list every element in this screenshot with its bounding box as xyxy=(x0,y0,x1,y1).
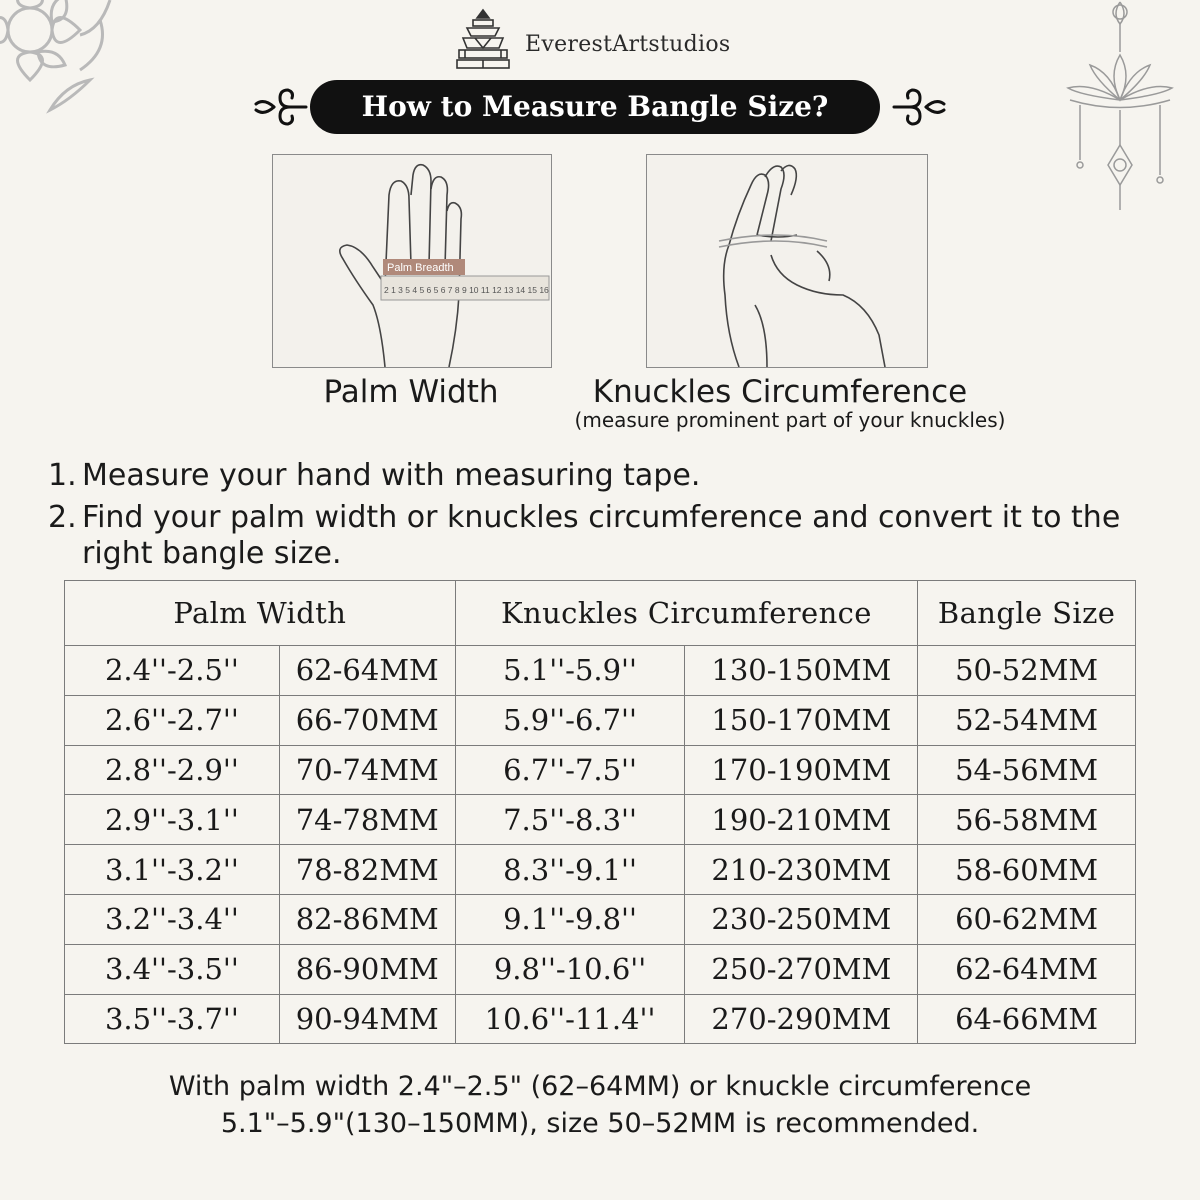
palm-width-inches-cell: 3.2''-3.4'' xyxy=(65,894,280,944)
hanging-lotus-decoration-icon xyxy=(1060,0,1200,220)
recommendation-note xyxy=(100,1068,1100,1142)
palm-width-mm-cell: 86-90MM xyxy=(279,944,455,994)
title-banner xyxy=(250,78,950,136)
knuckles-inches-cell: 6.7''-7.5'' xyxy=(455,745,685,795)
knuckles-mm-cell: 270-290MM xyxy=(685,994,918,1044)
scroll-ornament-right-icon xyxy=(890,78,950,136)
palm-width-inches-cell: 2.6''-2.7'' xyxy=(65,695,280,745)
knuckles-inches-cell: 10.6''-11.4'' xyxy=(455,994,685,1044)
bangle-size-cell: 56-58MM xyxy=(918,795,1136,845)
lotus-flower-decoration-icon xyxy=(0,0,150,150)
palm-width-inches-cell: 3.1''-3.2'' xyxy=(65,845,280,895)
bangle-size-cell: 64-66MM xyxy=(918,994,1136,1044)
table-row xyxy=(65,894,1136,944)
scroll-ornament-left-icon xyxy=(250,78,310,136)
ruler-ticks: 2 1 3 5 4 5 6 5 6 7 8 9 10 11 12 13 14 15 16 xyxy=(384,285,549,295)
step-number: 2. xyxy=(48,500,77,535)
palm-width-inches-cell: 2.4''-2.5'' xyxy=(65,646,280,696)
note-line-2: 5.1"–5.9"(130–150MM), size 50–52MM is recommended. xyxy=(220,1108,980,1139)
bangle-size-cell: 52-54MM xyxy=(918,695,1136,745)
page-title: How to Measure Bangle Size? xyxy=(310,80,880,134)
palm-width-mm-cell: 66-70MM xyxy=(279,695,455,745)
ruler-label: Palm Breadth xyxy=(387,262,454,274)
step-1 xyxy=(48,458,700,494)
table-row xyxy=(65,994,1136,1044)
step-text: Measure your hand with measuring tape. xyxy=(82,458,701,493)
palm-width-mm-cell: 78-82MM xyxy=(279,845,455,895)
note-line-1: With palm width 2.4"–2.5" (62–64MM) or knuckle circumference xyxy=(168,1071,1032,1102)
palm-width-inches-cell: 3.5''-3.7'' xyxy=(65,994,280,1044)
knuckles-subcaption: (measure prominent part of your knuckles) xyxy=(574,408,1006,432)
knuckles-inches-cell: 9.1''-9.8'' xyxy=(455,894,685,944)
table-row xyxy=(65,845,1136,895)
brand-header xyxy=(455,6,775,76)
palm-width-mm-cell: 82-86MM xyxy=(279,894,455,944)
palm-width-caption: Palm Width xyxy=(323,374,499,410)
knuckles-illustration xyxy=(646,154,928,368)
knuckles-mm-cell: 170-190MM xyxy=(685,745,918,795)
knuckles-inches-cell: 5.1''-5.9'' xyxy=(455,646,685,696)
table-row xyxy=(65,745,1136,795)
table-row xyxy=(65,646,1136,696)
step-2 xyxy=(48,500,1158,572)
table-row xyxy=(65,695,1136,745)
knuckles-inches-cell: 5.9''-6.7'' xyxy=(455,695,685,745)
open-hand-icon xyxy=(273,155,551,367)
bangle-size-cell: 60-62MM xyxy=(918,894,1136,944)
palm-width-inches-cell: 2.8''-2.9'' xyxy=(65,745,280,795)
step-text: Find your palm width or knuckles circumference and convert it to the right bangle size. xyxy=(82,500,1121,571)
brand-name: EverestArtstudios xyxy=(525,32,731,57)
knuckles-mm-cell: 230-250MM xyxy=(685,894,918,944)
bangle-size-cell: 50-52MM xyxy=(918,646,1136,696)
palm-width-inches-cell: 2.9''-3.1'' xyxy=(65,795,280,845)
palm-width-mm-cell: 90-94MM xyxy=(279,994,455,1044)
bangle-size-cell: 58-60MM xyxy=(918,845,1136,895)
knuckles-inches-cell: 8.3''-9.1'' xyxy=(455,845,685,895)
palm-width-mm-cell: 70-74MM xyxy=(279,745,455,795)
knuckles-mm-cell: 150-170MM xyxy=(685,695,918,745)
header-palm-width: Palm Width xyxy=(65,581,456,646)
palm-width-inches-cell: 3.4''-3.5'' xyxy=(65,944,280,994)
knuckles-caption: Knuckles Circumference xyxy=(592,374,968,410)
bangle-size-cell: 54-56MM xyxy=(918,745,1136,795)
hand-with-tape-icon xyxy=(647,155,927,367)
table-row xyxy=(65,944,1136,994)
knuckles-mm-cell: 130-150MM xyxy=(685,646,918,696)
temple-logo-icon xyxy=(455,6,511,76)
palm-width-mm-cell: 62-64MM xyxy=(279,646,455,696)
header-bangle-size: Bangle Size xyxy=(918,581,1136,646)
knuckles-mm-cell: 190-210MM xyxy=(685,795,918,845)
palm-width-mm-cell: 74-78MM xyxy=(279,795,455,845)
header-knuckles-circumference: Knuckles Circumference xyxy=(455,581,918,646)
knuckles-mm-cell: 250-270MM xyxy=(685,944,918,994)
bangle-size-cell: 62-64MM xyxy=(918,944,1136,994)
knuckles-inches-cell: 9.8''-10.6'' xyxy=(455,944,685,994)
knuckles-mm-cell: 210-230MM xyxy=(685,845,918,895)
bangle-size-table xyxy=(64,580,1136,1044)
step-number: 1. xyxy=(48,458,77,493)
table-header-row xyxy=(65,581,1136,646)
knuckles-inches-cell: 7.5''-8.3'' xyxy=(455,795,685,845)
palm-width-illustration xyxy=(272,154,552,368)
table-row xyxy=(65,795,1136,845)
